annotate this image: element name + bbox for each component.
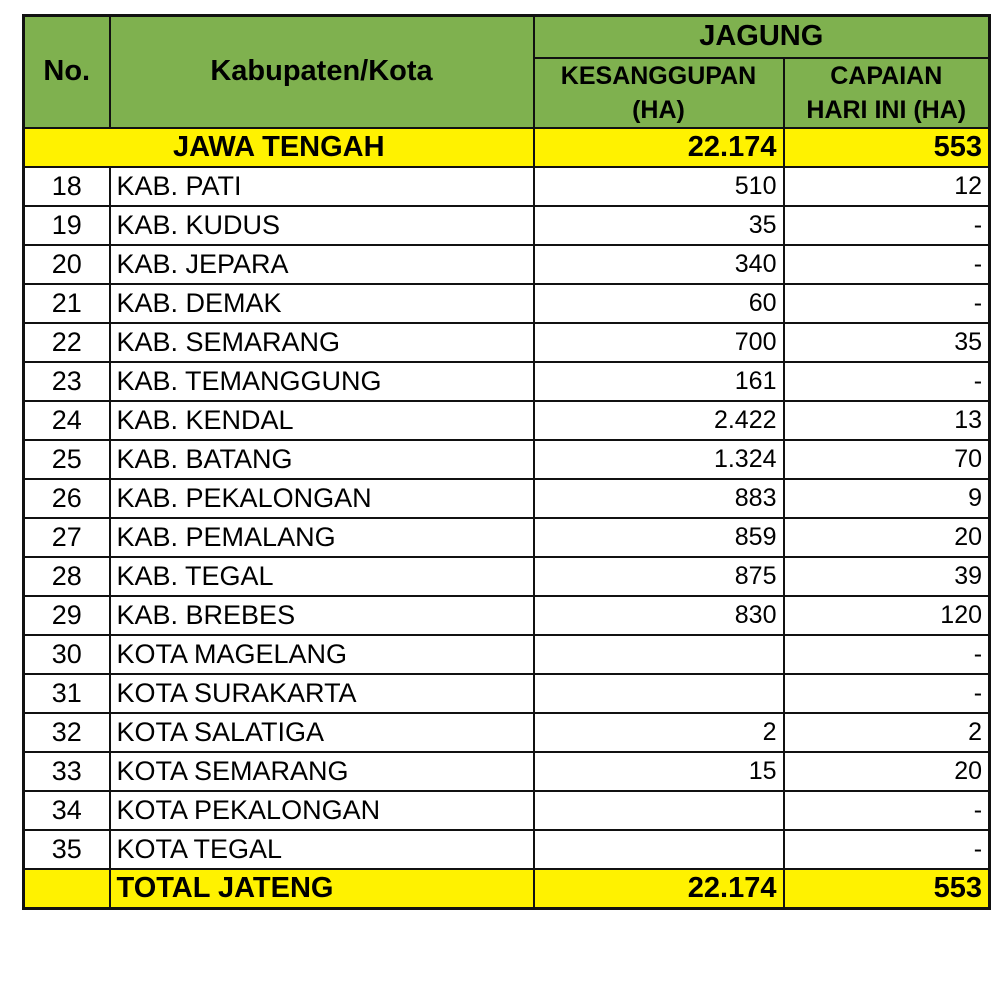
row-kesanggupan: 2 [534, 713, 784, 752]
header-kesanggupan-line1: KESANGGUPAN [560, 61, 757, 90]
table-row [24, 206, 990, 245]
row-capaian: 12 [784, 167, 990, 206]
row-name: KAB. KENDAL [110, 401, 534, 440]
row-capaian: 70 [784, 440, 990, 479]
row-number: 25 [24, 440, 110, 479]
row-capaian: 39 [784, 557, 990, 596]
header-kesanggupan-line2: (HA) [632, 95, 685, 124]
row-kesanggupan: 15 [534, 752, 784, 791]
row-kesanggupan: 859 [534, 518, 784, 557]
row-number: 19 [24, 206, 110, 245]
table-row [24, 791, 990, 830]
row-number: 32 [24, 713, 110, 752]
row-name: KAB. BREBES [110, 596, 534, 635]
table-row [24, 479, 990, 518]
row-kesanggupan: 60 [534, 284, 784, 323]
row-number: 27 [24, 518, 110, 557]
header-capaian-line1: CAPAIAN [830, 61, 943, 90]
province-row [24, 128, 990, 167]
row-kesanggupan: 161 [534, 362, 784, 401]
row-number: 23 [24, 362, 110, 401]
row-capaian: - [784, 206, 990, 245]
row-kesanggupan [534, 830, 784, 869]
table-row [24, 245, 990, 284]
row-capaian: - [784, 245, 990, 284]
row-number: 31 [24, 674, 110, 713]
row-name: KOTA PEKALONGAN [110, 791, 534, 830]
row-kesanggupan [534, 674, 784, 713]
table-row [24, 401, 990, 440]
row-name: KOTA TEGAL [110, 830, 534, 869]
table-row [24, 362, 990, 401]
total-label: TOTAL JATENG [110, 869, 534, 909]
header-kesanggupan [534, 58, 784, 128]
row-kesanggupan [534, 791, 784, 830]
row-name: KOTA SEMARANG [110, 752, 534, 791]
table-row [24, 635, 990, 674]
row-name: KOTA SURAKARTA [110, 674, 534, 713]
row-kesanggupan: 700 [534, 323, 784, 362]
row-capaian: - [784, 830, 990, 869]
row-kesanggupan: 883 [534, 479, 784, 518]
table-row [24, 284, 990, 323]
row-kesanggupan: 830 [534, 596, 784, 635]
table-row [24, 323, 990, 362]
row-capaian: - [784, 791, 990, 830]
row-number: 34 [24, 791, 110, 830]
row-capaian: 2 [784, 713, 990, 752]
row-capaian: - [784, 674, 990, 713]
table-row [24, 440, 990, 479]
data-table [22, 14, 991, 910]
row-capaian: - [784, 635, 990, 674]
table-row [24, 674, 990, 713]
row-name: KOTA MAGELANG [110, 635, 534, 674]
province-name: JAWA TENGAH [24, 128, 534, 167]
row-number: 20 [24, 245, 110, 284]
row-capaian: 120 [784, 596, 990, 635]
header-jagung: JAGUNG [534, 16, 990, 58]
row-name: KAB. TEGAL [110, 557, 534, 596]
province-capaian: 553 [784, 128, 990, 167]
row-kesanggupan [534, 635, 784, 674]
row-kesanggupan: 35 [534, 206, 784, 245]
table-row [24, 830, 990, 869]
total-capaian: 553 [784, 869, 990, 909]
row-name: KAB. PATI [110, 167, 534, 206]
table-row [24, 518, 990, 557]
row-capaian: - [784, 284, 990, 323]
row-number: 28 [24, 557, 110, 596]
row-capaian: - [784, 362, 990, 401]
table-row [24, 167, 990, 206]
row-capaian: 35 [784, 323, 990, 362]
row-number: 26 [24, 479, 110, 518]
row-kesanggupan: 1.324 [534, 440, 784, 479]
row-number: 24 [24, 401, 110, 440]
row-name: KAB. PEMALANG [110, 518, 534, 557]
row-number: 33 [24, 752, 110, 791]
header-capaian-line2: HARI INI (HA) [806, 95, 967, 124]
row-number: 21 [24, 284, 110, 323]
header-capaian [784, 58, 990, 128]
table-row [24, 752, 990, 791]
row-name: KAB. JEPARA [110, 245, 534, 284]
table-row [24, 557, 990, 596]
header-no: No. [24, 16, 110, 128]
row-kesanggupan: 510 [534, 167, 784, 206]
total-row [24, 869, 990, 909]
row-name: KAB. KUDUS [110, 206, 534, 245]
province-kesanggupan: 22.174 [534, 128, 784, 167]
row-number: 18 [24, 167, 110, 206]
row-name: KAB. DEMAK [110, 284, 534, 323]
row-capaian: 20 [784, 518, 990, 557]
row-kesanggupan: 340 [534, 245, 784, 284]
row-number: 22 [24, 323, 110, 362]
row-capaian: 9 [784, 479, 990, 518]
row-capaian: 13 [784, 401, 990, 440]
table-row [24, 596, 990, 635]
total-kesanggupan: 22.174 [534, 869, 784, 909]
row-number: 29 [24, 596, 110, 635]
row-kesanggupan: 2.422 [534, 401, 784, 440]
row-name: KAB. BATANG [110, 440, 534, 479]
row-name: KAB. PEKALONGAN [110, 479, 534, 518]
header-kabupaten: Kabupaten/Kota [110, 16, 534, 128]
row-number: 35 [24, 830, 110, 869]
row-name: KOTA SALATIGA [110, 713, 534, 752]
row-name: KAB. SEMARANG [110, 323, 534, 362]
row-name: KAB. TEMANGGUNG [110, 362, 534, 401]
row-number: 30 [24, 635, 110, 674]
total-no [24, 869, 110, 909]
row-capaian: 20 [784, 752, 990, 791]
table-row [24, 713, 990, 752]
row-kesanggupan: 875 [534, 557, 784, 596]
